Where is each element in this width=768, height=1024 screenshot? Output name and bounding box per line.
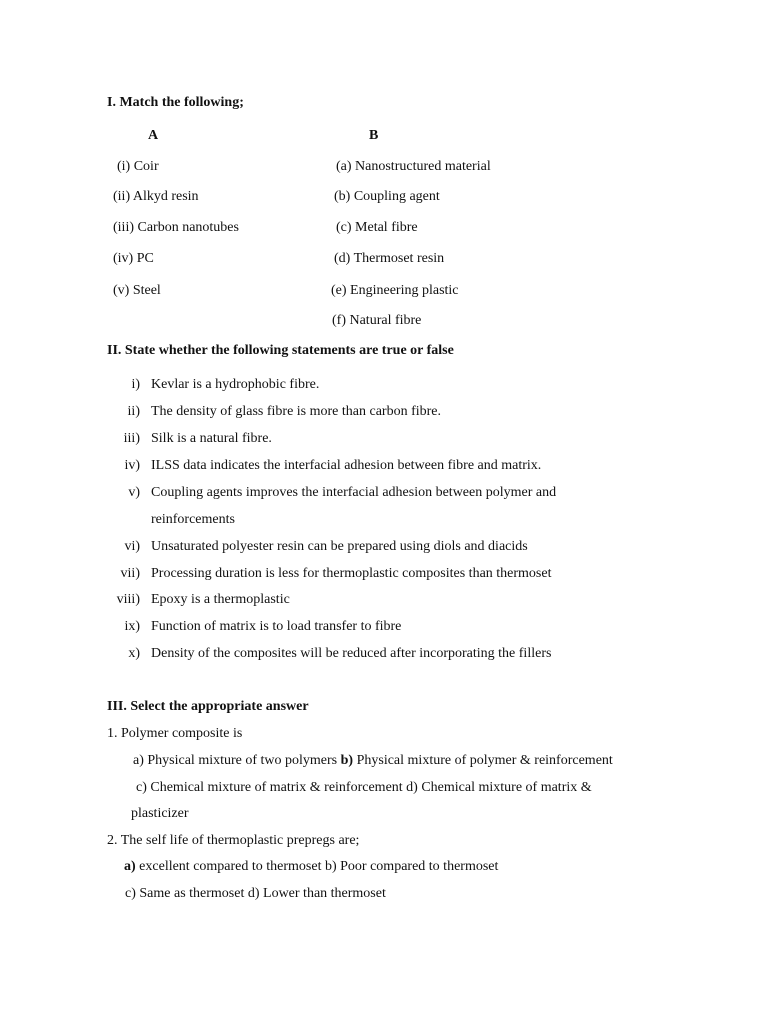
statement-text: Density of the composites will be reduced after incorporating the fillers <box>151 646 552 661</box>
item-number: iii) <box>123 431 140 446</box>
statement-text: Processing duration is less for thermoplastic composites than thermoset <box>151 566 552 581</box>
statement-text: Kevlar is a hydrophobic fibre. <box>151 377 320 392</box>
item-number: i) <box>131 377 140 392</box>
column-a-header: A <box>148 128 159 143</box>
match-a-item: (iv) PC <box>113 251 154 266</box>
item-number: ii) <box>127 404 140 419</box>
match-a-item: (ii) Alkyd resin <box>113 189 199 204</box>
statement-text: Function of matrix is to load transfer to fibre <box>151 619 402 634</box>
match-a-item: (iii) Carbon nanotubes <box>113 220 239 235</box>
match-b-item: (f) Natural fibre <box>332 313 422 328</box>
question-1-options-ab <box>133 753 613 770</box>
match-b-item: (a) Nanostructured material <box>336 159 491 174</box>
question-2-options-cd: c) Same as thermoset d) Lower than thermoset <box>125 886 386 901</box>
match-b-item: (c) Metal fibre <box>336 220 418 235</box>
option-a: a) Physical mixture of two polymers <box>133 753 341 768</box>
option-b-letter: b) <box>340 753 354 768</box>
option-a-letter: a) <box>124 859 136 874</box>
statement-text: Epoxy is a thermoplastic <box>151 592 290 607</box>
match-b-item: (e) Engineering plastic <box>331 283 459 298</box>
match-a-item: (v) Steel <box>113 283 161 298</box>
statement-text: Coupling agents improves the interfacial adhesion between polymer and <box>151 485 557 500</box>
match-b-item: (b) Coupling agent <box>334 189 440 204</box>
question-2-options-ab <box>124 859 498 876</box>
question-2: 2. The self life of thermoplastic prepregs are; <box>107 833 360 848</box>
section2-heading: II. State whether the following statements are true or false <box>107 343 454 358</box>
question-1-options-cd: c) Chemical mixture of matrix & reinforcement d) Chemical mixture of matrix & <box>136 780 592 795</box>
question-1-options-cd-continuation: plasticizer <box>131 806 189 821</box>
item-number: vi) <box>124 539 140 554</box>
section3-heading: III. Select the appropriate answer <box>107 699 309 714</box>
statement-text: The density of glass fibre is more than carbon fibre. <box>151 404 442 419</box>
statement-text: Silk is a natural fibre. <box>151 431 272 446</box>
column-b-header: B <box>369 128 379 143</box>
statement-continuation: reinforcements <box>151 512 235 527</box>
item-number: ix) <box>124 619 140 634</box>
match-b-item: (d) Thermoset resin <box>334 251 445 266</box>
item-number: x) <box>128 646 140 661</box>
item-number: vii) <box>120 566 140 581</box>
option-a-b: excellent compared to thermoset b) Poor compared to thermoset <box>135 859 499 874</box>
statement-text: Unsaturated polyester resin can be prepared using diols and diacids <box>151 539 528 554</box>
statement-text: ILSS data indicates the interfacial adhesion between fibre and matrix. <box>151 458 542 473</box>
item-number: v) <box>128 485 140 500</box>
section1-heading: I. Match the following; <box>107 95 244 110</box>
match-a-item: (i) Coir <box>117 159 159 174</box>
option-b: Physical mixture of polymer & reinforcement <box>353 753 613 768</box>
question-1: 1. Polymer composite is <box>107 726 243 741</box>
item-number: viii) <box>116 592 140 607</box>
item-number: iv) <box>124 458 140 473</box>
